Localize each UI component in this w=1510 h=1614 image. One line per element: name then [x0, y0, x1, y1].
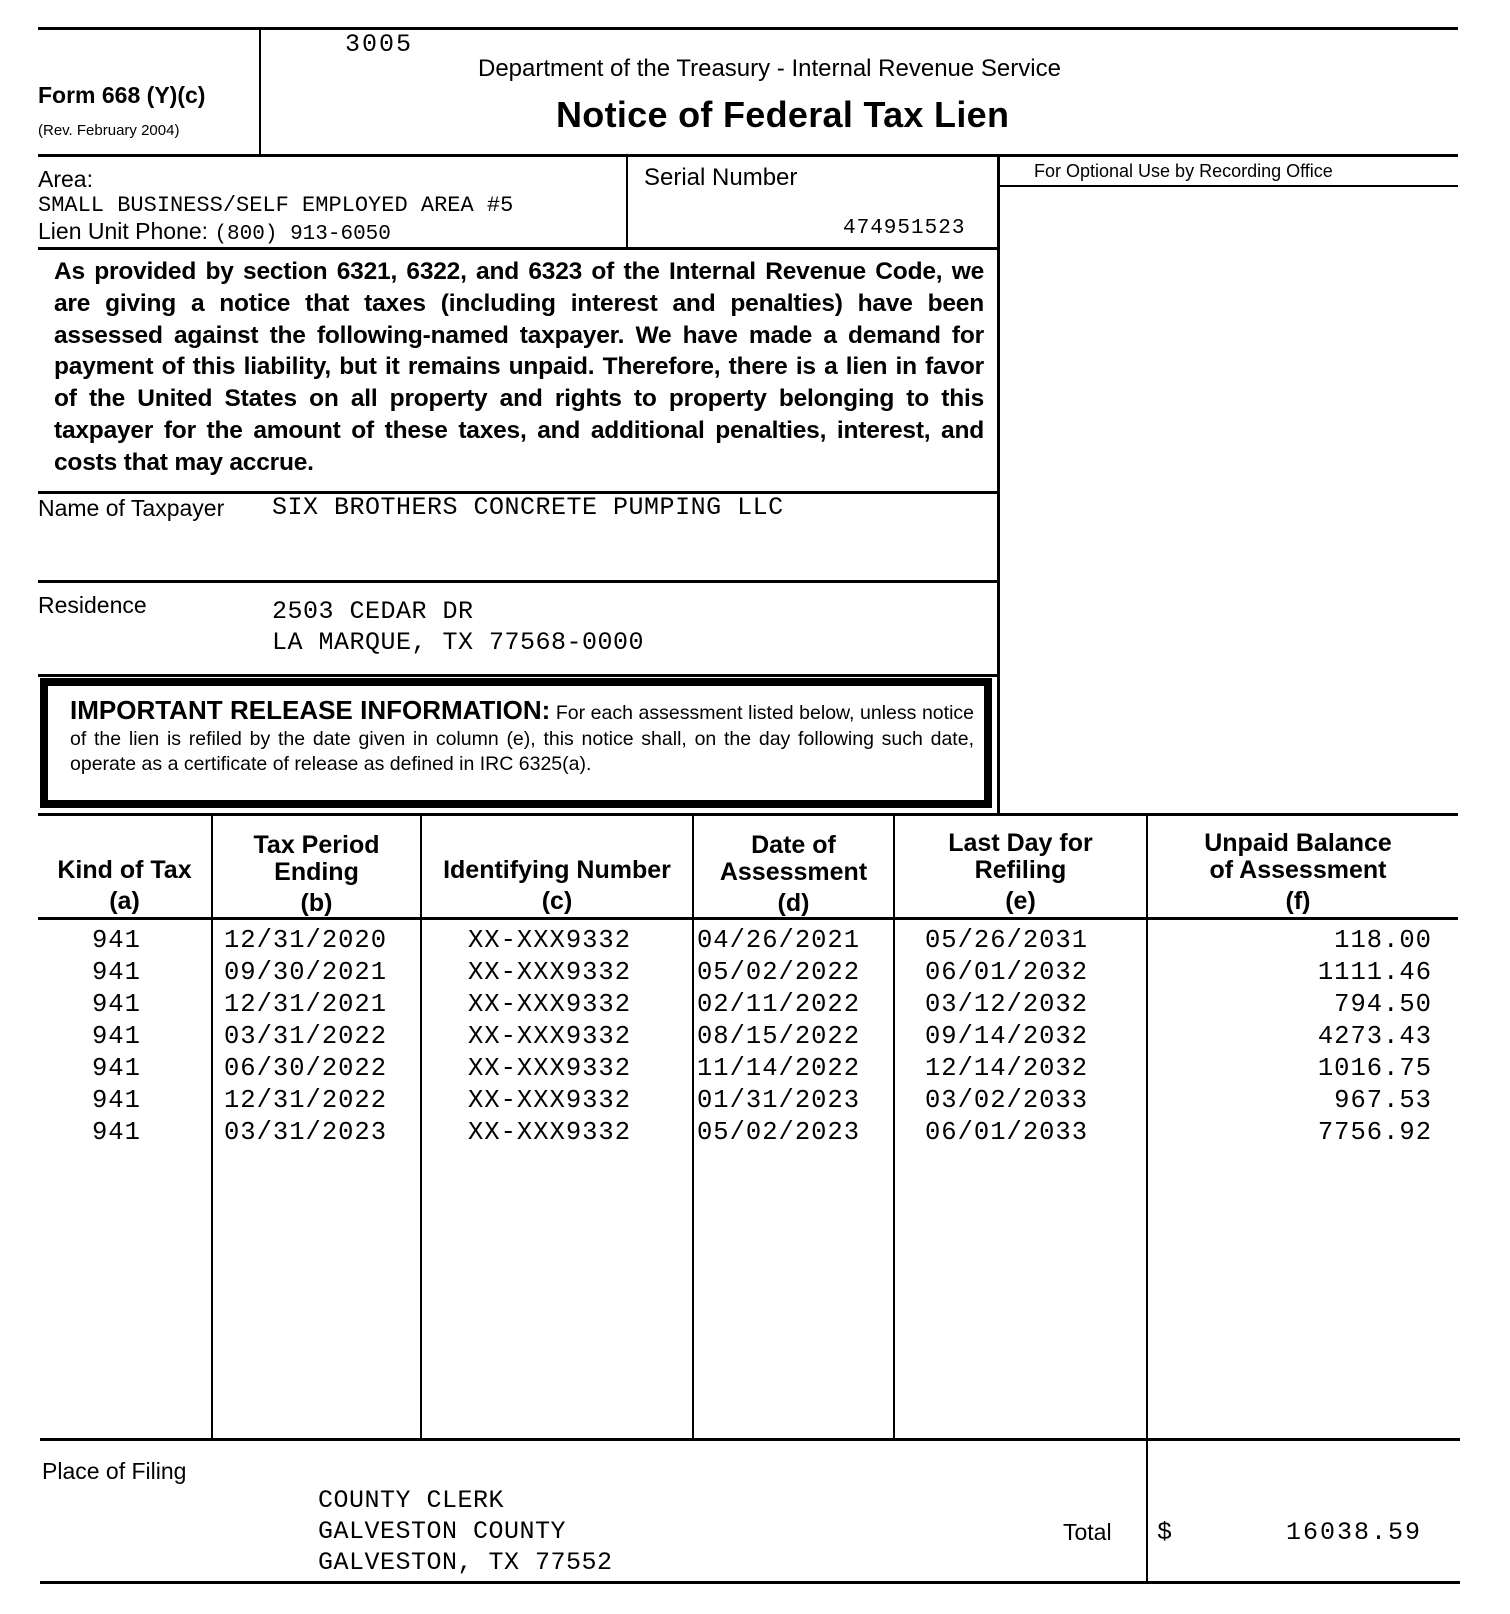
header-date-line2: Assessment: [719, 858, 868, 886]
cell-id: XX-XXX9332: [468, 990, 632, 1019]
cell-period: 09/30/2021: [224, 958, 388, 987]
cell-balance: 967.53: [1334, 1086, 1432, 1115]
header-kind-of-tax-label: Kind of Tax: [57, 856, 192, 884]
lien-phone-label: Lien Unit Phone:: [38, 218, 215, 244]
total-label: Total: [1063, 1519, 1112, 1545]
cell-id: XX-XXX9332: [468, 958, 632, 987]
cell-refile: 06/01/2033: [925, 1118, 1089, 1147]
cell-id: XX-XXX9332: [468, 1022, 632, 1051]
cell-id: XX-XXX9332: [468, 1086, 632, 1115]
header-kind-of-tax-code: (a): [109, 887, 140, 915]
recording-office-divider: [997, 155, 1000, 813]
cell-kind: 941: [92, 1086, 141, 1115]
filing-line2: GALVESTON COUNTY: [318, 1517, 567, 1546]
document-number: 3005: [345, 30, 414, 59]
recording-office-label: For Optional Use by Recording Office: [1034, 161, 1333, 181]
residence-address-line1: 2503 CEDAR DR: [272, 597, 474, 626]
cell-kind: 941: [92, 990, 141, 1019]
cell-assessed: 04/26/2021: [697, 926, 861, 955]
table-top-rule: [38, 813, 1458, 816]
header-balance-line1: Unpaid Balance: [1204, 829, 1392, 857]
header-balance-line2: of Assessment: [1209, 856, 1387, 884]
header-tax-period-code: (b): [300, 889, 333, 917]
header-bottom-rule: [38, 154, 1458, 157]
header-divider: [259, 29, 261, 155]
cell-kind: 941: [92, 1118, 141, 1147]
residence-bottom-rule: [38, 674, 998, 677]
cell-balance: 1016.75: [1317, 1054, 1432, 1083]
cell-refile: 06/01/2032: [925, 958, 1089, 987]
place-of-filing-label: Place of Filing: [42, 1458, 187, 1484]
cell-kind: 941: [92, 926, 141, 955]
header-refile-code: (e): [1005, 887, 1036, 915]
cell-assessed: 05/02/2023: [697, 1118, 861, 1147]
cell-period: 12/31/2022: [224, 1086, 388, 1115]
form-revision: (Rev. February 2004): [38, 122, 180, 139]
department-name: Department of the Treasury - Internal Revenue Service: [478, 55, 1061, 82]
total-currency: $: [1157, 1518, 1173, 1547]
cell-kind: 941: [92, 1054, 141, 1083]
table-row: [0, 1085, 1510, 1117]
header-tax-period-line2: Ending: [274, 858, 359, 886]
header-date-of-assessment: [694, 832, 893, 917]
cell-period: 12/31/2021: [224, 990, 388, 1019]
release-information-heading: IMPORTANT RELEASE INFORMATION:: [70, 695, 551, 725]
header-refile-line1: Last Day for: [948, 829, 1093, 857]
header-tax-period: [213, 832, 420, 917]
page-title: Notice of Federal Tax Lien: [556, 94, 1010, 135]
table-bottom-rule: [40, 1438, 1460, 1441]
total-value: 16038.59: [1286, 1518, 1423, 1547]
cell-id: XX-XXX9332: [468, 1118, 632, 1147]
taxpayer-name: SIX BROTHERS CONCRETE PUMPING LLC: [272, 493, 784, 522]
cell-period: 12/31/2020: [224, 926, 388, 955]
serial-number-value: 474951523: [843, 217, 966, 240]
table-header-rule: [38, 917, 1458, 920]
filing-line1: COUNTY CLERK: [318, 1486, 505, 1515]
residence-address-line2: LA MARQUE, TX 77568-0000: [272, 628, 645, 657]
cell-balance: 4273.43: [1317, 1022, 1432, 1051]
header-date-line1: Date of: [751, 831, 836, 859]
header-tax-period-line1: Tax Period: [253, 831, 380, 859]
cell-refile: 12/14/2032: [925, 1054, 1089, 1083]
cell-refile: 05/26/2031: [925, 926, 1089, 955]
cell-refile: 03/12/2032: [925, 990, 1089, 1019]
lien-statement: As provided by section 6321, 6322, and 6323 of the Internal Revenue Code, we are giving a notice that taxes (including interest and penalties) have been assessed against the following-named taxpayer. We have made a demand for payment of this liability, but it remains unpaid. Therefore, there is a lien in favor of the United States on all property and rights to property belonging to this taxpayer for the amount of these taxes, and additional penalties, interest, and costs that may accrue.: [54, 258, 984, 476]
form-id: Form 668 (Y)(c): [38, 82, 206, 108]
lien-unit-phone: [38, 218, 391, 246]
header-identifying-number-code: (c): [541, 887, 573, 915]
cell-assessed: 02/11/2022: [697, 990, 861, 1019]
cell-balance: 1111.46: [1317, 958, 1432, 987]
header-identifying-number: [422, 857, 692, 915]
header-last-day-refiling: [895, 830, 1146, 915]
lien-phone-value: (800) 913-6050: [214, 223, 391, 246]
area-label: Area:: [38, 166, 93, 192]
taxpayer-bottom-rule: [38, 580, 998, 583]
cell-balance: 7756.92: [1317, 1118, 1432, 1147]
form-bottom-rule: [40, 1581, 1460, 1584]
cell-kind: 941: [92, 1022, 141, 1051]
cell-assessed: 01/31/2023: [697, 1086, 861, 1115]
top-rule: [38, 27, 1458, 30]
cell-period: 03/31/2023: [224, 1118, 388, 1147]
header-kind-of-tax: [38, 857, 211, 915]
recording-office-rule: [997, 185, 1458, 187]
serial-number-label: Serial Number: [644, 164, 798, 191]
serial-left-divider: [626, 155, 628, 248]
table-row: [0, 1021, 1510, 1053]
header-identifying-number-label: Identifying Number: [443, 856, 671, 884]
header-unpaid-balance: [1148, 830, 1448, 915]
area-value: SMALL BUSINESS/SELF EMPLOYED AREA #5: [38, 193, 514, 218]
header-balance-code: (f): [1285, 887, 1311, 915]
residence-label: Residence: [38, 592, 147, 618]
cell-period: 03/31/2022: [224, 1022, 388, 1051]
table-row: [0, 1117, 1510, 1149]
cell-assessed: 08/15/2022: [697, 1022, 861, 1051]
table-row: [0, 1053, 1510, 1085]
table-row: [0, 989, 1510, 1021]
cell-id: XX-XXX9332: [468, 926, 632, 955]
cell-kind: 941: [92, 958, 141, 987]
filing-line3: GALVESTON, TX 77552: [318, 1548, 613, 1577]
cell-assessed: 11/14/2022: [697, 1054, 861, 1083]
release-information: [70, 695, 974, 778]
taxpayer-label: Name of Taxpayer: [38, 495, 225, 521]
table-row: [0, 957, 1510, 989]
cell-assessed: 05/02/2022: [697, 958, 861, 987]
cell-refile: 09/14/2032: [925, 1022, 1089, 1051]
cell-period: 06/30/2022: [224, 1054, 388, 1083]
cell-id: XX-XXX9332: [468, 1054, 632, 1083]
cell-refile: 03/02/2033: [925, 1086, 1089, 1115]
header-refile-line2: Refiling: [974, 856, 1067, 884]
cell-balance: 794.50: [1334, 990, 1432, 1019]
serial-bottom-rule: [38, 247, 998, 250]
table-row: [0, 925, 1510, 957]
cell-balance: 118.00: [1334, 926, 1432, 955]
release-information-text: For each assessment listed below, unless notice of the lien is refiled by the date given in column (e), this notice shall, on the day following such date, operate as a certificate of release as defined in IRC 6325(a).: [70, 702, 974, 775]
header-date-code: (d): [777, 889, 810, 917]
